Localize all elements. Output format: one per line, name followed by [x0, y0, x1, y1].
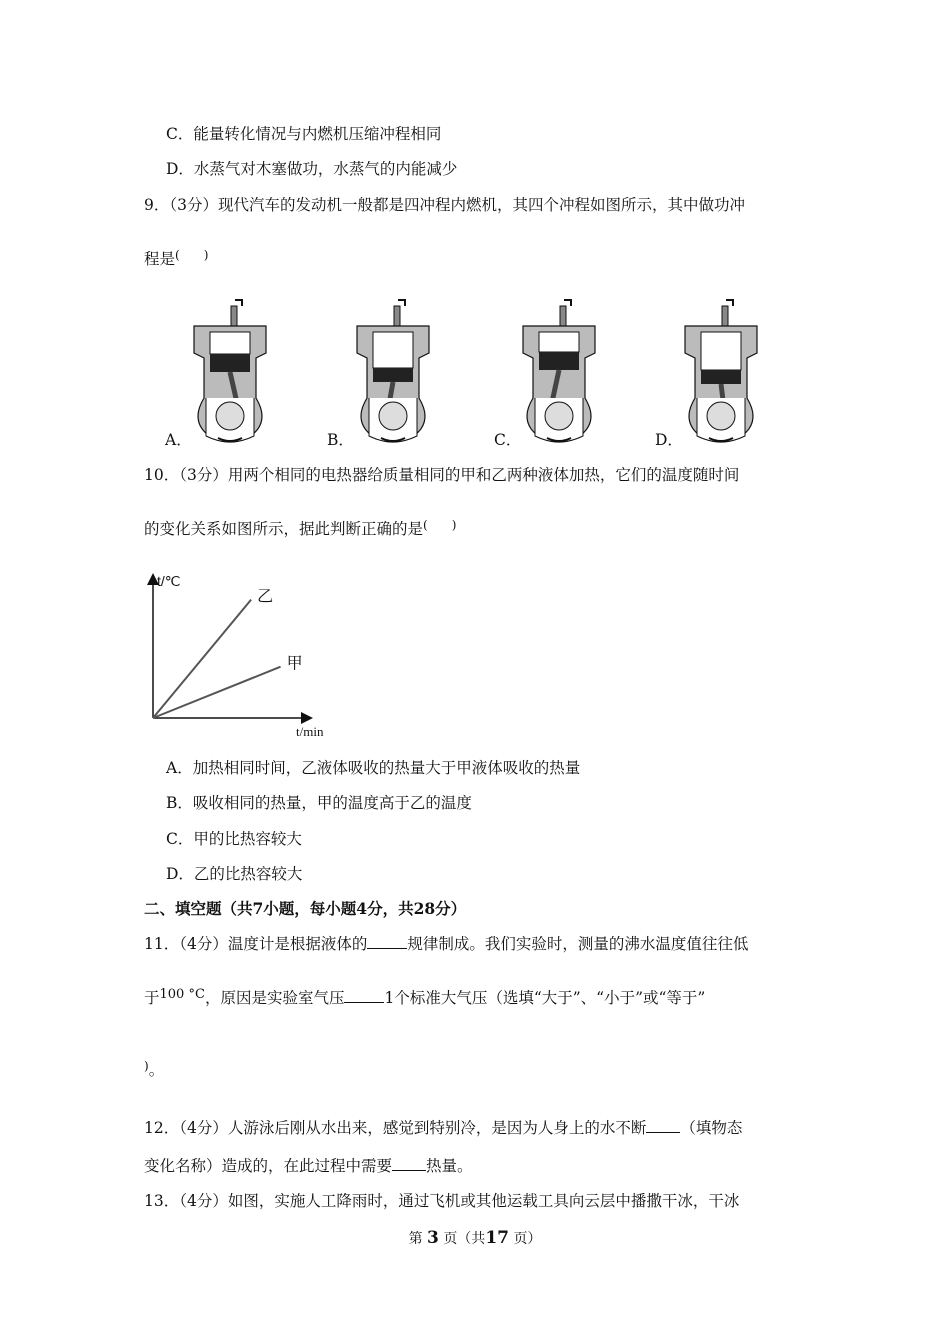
series-line-1	[153, 667, 281, 718]
q8-option-c: C．能量转化情况与内燃机压缩冲程相同	[166, 125, 442, 143]
q9-stem-line2: 程是( )	[144, 248, 209, 268]
engine-diagram-b	[353, 298, 433, 446]
q10-temperature-chart	[140, 568, 350, 740]
q11-blank-2[interactable]	[344, 988, 384, 1003]
q12-blank-2[interactable]	[392, 1156, 426, 1171]
page-footer: 第 3 页（共17 页）	[408, 1228, 542, 1248]
q10-stem-line1: 10．（3分）用两个相同的电热器给质量相同的甲和乙两种液体加热，它们的温度随时间	[144, 466, 740, 484]
q9-label-b: B．	[327, 431, 354, 449]
q11-line1: 11．（4分）温度计是根据液体的 规律制成。我们实验时，测量的沸水温度值往往低	[144, 935, 749, 953]
q9-answer-paren: ( )	[175, 248, 209, 262]
q9-label-a: A．	[165, 431, 192, 449]
engine-diagram-c	[519, 298, 599, 446]
q11-line3: )。	[144, 1059, 165, 1079]
q10-option-c: C．甲的比热容较大	[166, 830, 302, 848]
chart-x-label: t/min	[296, 724, 324, 739]
section2-heading: 二、填空题（共7小题，每小题4分，共28分）	[144, 899, 467, 918]
footer-page-number: 3	[427, 1228, 439, 1248]
q9-label-d: D．	[655, 431, 683, 449]
series-label-1: 甲	[286, 653, 303, 673]
q11-line2: 于$^{100 ^\circ C}$，原因是实验室气压 1个标准大气压（选填“大于”、“小于”或“等于”	[144, 987, 706, 1007]
q11-blank-1[interactable]	[367, 934, 407, 949]
q8-option-d: D．水蒸气对木塞做功，水蒸气的内能减少	[166, 160, 458, 178]
q9-stem-line1: 9．（3分）现代汽车的发动机一般都是四冲程内燃机，其四个冲程如图所示，其中做功冲	[144, 196, 745, 214]
q10-option-d: D．乙的比热容较大	[166, 865, 303, 883]
q13-line1: 13．（4分）如图，实施人工降雨时，通过飞机或其他运载工具向云层中播撒干冰，干冰	[144, 1192, 740, 1210]
q10-stem-line2: 的变化关系如图所示，据此判断正确的是( )	[144, 518, 457, 538]
q12-line2: 变化名称）造成的，在此过程中需要 热量。	[144, 1157, 473, 1175]
q10-option-a: A．加热相同时间，乙液体吸收的热量大于甲液体吸收的热量	[166, 759, 581, 777]
chart-y-label: t/℃	[157, 573, 181, 589]
q9-label-c: C．	[494, 431, 522, 449]
q10-option-b: B．吸收相同的热量，甲的温度高于乙的温度	[166, 794, 472, 812]
series-line-0	[153, 600, 251, 718]
engine-diagram-a	[190, 298, 270, 446]
engine-diagram-d	[681, 298, 761, 446]
q12-blank-1[interactable]	[646, 1118, 680, 1133]
q12-line1: 12．（4分）人游泳后刚从水出来，感觉到特别冷，是因为人身上的水不断 （填物态	[144, 1119, 743, 1137]
q11-temperature: 100 °C	[159, 987, 205, 1002]
q10-answer-paren: ( )	[423, 518, 457, 532]
series-label-0: 乙	[257, 586, 274, 606]
footer-total-pages: 17	[485, 1228, 509, 1248]
